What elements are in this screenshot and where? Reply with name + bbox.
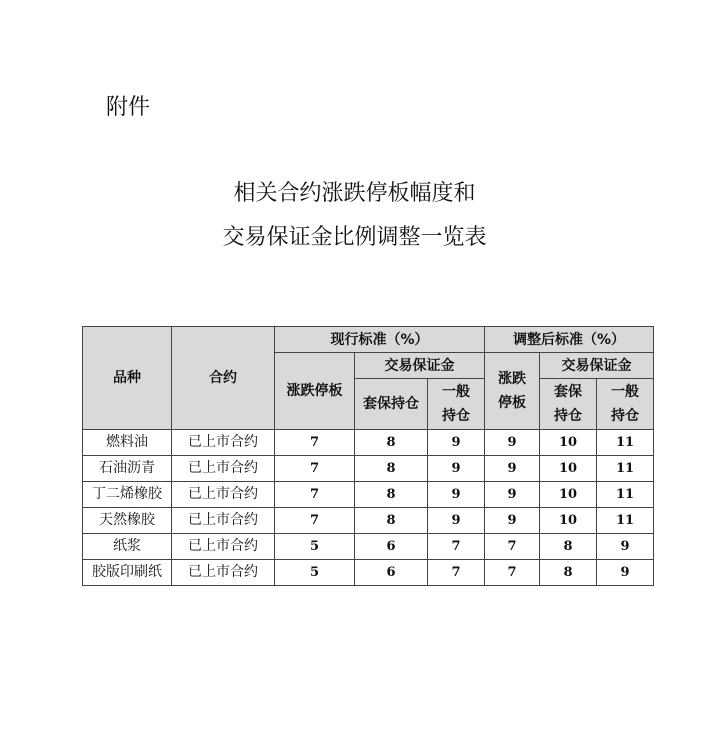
cell-adjusted-limit: 9 — [485, 430, 540, 456]
title-line-1: 相关合约涨跌停板幅度和 — [233, 181, 476, 206]
header-adjusted-speculative-text: 一般持仓 — [611, 384, 640, 424]
cell-contract: 已上市合约 — [172, 560, 275, 586]
cell-current-hedge: 8 — [355, 482, 428, 508]
cell-contract: 已上市合约 — [172, 508, 275, 534]
cell-adjusted-speculative: 11 — [597, 456, 654, 482]
header-current-speculative-text: 一般持仓 — [442, 384, 471, 424]
cell-adjusted-hedge: 10 — [540, 482, 597, 508]
header-variety: 品种 — [83, 327, 172, 430]
cell-adjusted-hedge: 10 — [540, 508, 597, 534]
cell-adjusted-hedge: 10 — [540, 430, 597, 456]
header-current-standard: 现行标准（%） — [275, 327, 485, 353]
cell-variety: 纸浆 — [83, 534, 172, 560]
cell-current-limit: 7 — [275, 508, 355, 534]
header-current-hedge: 套保持仓 — [355, 379, 428, 430]
document-title — [0, 172, 709, 260]
header-adjusted-hedge-text: 套保持仓 — [554, 384, 583, 424]
table-row — [83, 508, 654, 534]
attachment-label: 附件 — [106, 95, 151, 120]
header-adjusted-speculative — [597, 379, 654, 430]
cell-contract: 已上市合约 — [172, 430, 275, 456]
cell-contract: 已上市合约 — [172, 482, 275, 508]
adjustment-table — [82, 326, 654, 586]
table-row — [83, 456, 654, 482]
cell-current-speculative: 9 — [428, 430, 485, 456]
header-current-speculative — [428, 379, 485, 430]
header-contract: 合约 — [172, 327, 275, 430]
cell-current-limit: 7 — [275, 482, 355, 508]
cell-adjusted-limit: 9 — [485, 482, 540, 508]
cell-contract: 已上市合约 — [172, 456, 275, 482]
cell-adjusted-speculative: 9 — [597, 534, 654, 560]
header-current-price-limit: 涨跌停板 — [275, 353, 355, 430]
cell-current-limit: 5 — [275, 534, 355, 560]
cell-adjusted-hedge: 8 — [540, 534, 597, 560]
cell-adjusted-limit: 7 — [485, 560, 540, 586]
cell-current-speculative: 9 — [428, 508, 485, 534]
cell-current-speculative: 9 — [428, 482, 485, 508]
cell-adjusted-limit: 7 — [485, 534, 540, 560]
cell-current-hedge: 6 — [355, 560, 428, 586]
cell-adjusted-speculative: 11 — [597, 508, 654, 534]
cell-adjusted-hedge: 8 — [540, 560, 597, 586]
cell-current-limit: 7 — [275, 430, 355, 456]
cell-current-hedge: 8 — [355, 456, 428, 482]
cell-adjusted-speculative: 11 — [597, 430, 654, 456]
title-line-2: 交易保证金比例调整一览表 — [222, 225, 487, 250]
header-adjusted-hedge — [540, 379, 597, 430]
cell-current-speculative: 7 — [428, 560, 485, 586]
header-adjusted-standard: 调整后标准（%） — [485, 327, 654, 353]
header-adjusted-price-limit-text: 涨跌停板 — [498, 371, 527, 411]
cell-variety: 石油沥青 — [83, 456, 172, 482]
cell-current-limit: 7 — [275, 456, 355, 482]
cell-current-hedge: 8 — [355, 508, 428, 534]
cell-current-hedge: 8 — [355, 430, 428, 456]
table-row — [83, 430, 654, 456]
cell-adjusted-limit: 9 — [485, 456, 540, 482]
cell-current-speculative: 7 — [428, 534, 485, 560]
header-adjusted-price-limit — [485, 353, 540, 430]
header-adjusted-margin: 交易保证金 — [540, 353, 654, 379]
cell-variety: 燃料油 — [83, 430, 172, 456]
cell-variety: 丁二烯橡胶 — [83, 482, 172, 508]
cell-adjusted-speculative: 9 — [597, 560, 654, 586]
table-row — [83, 560, 654, 586]
cell-variety: 天然橡胶 — [83, 508, 172, 534]
cell-contract: 已上市合约 — [172, 534, 275, 560]
cell-adjusted-limit: 9 — [485, 508, 540, 534]
cell-current-limit: 5 — [275, 560, 355, 586]
header-current-margin: 交易保证金 — [355, 353, 485, 379]
table-row — [83, 534, 654, 560]
cell-current-hedge: 6 — [355, 534, 428, 560]
cell-variety: 胶版印刷纸 — [83, 560, 172, 586]
cell-current-speculative: 9 — [428, 456, 485, 482]
table-row — [83, 482, 654, 508]
cell-adjusted-hedge: 10 — [540, 456, 597, 482]
cell-adjusted-speculative: 11 — [597, 482, 654, 508]
